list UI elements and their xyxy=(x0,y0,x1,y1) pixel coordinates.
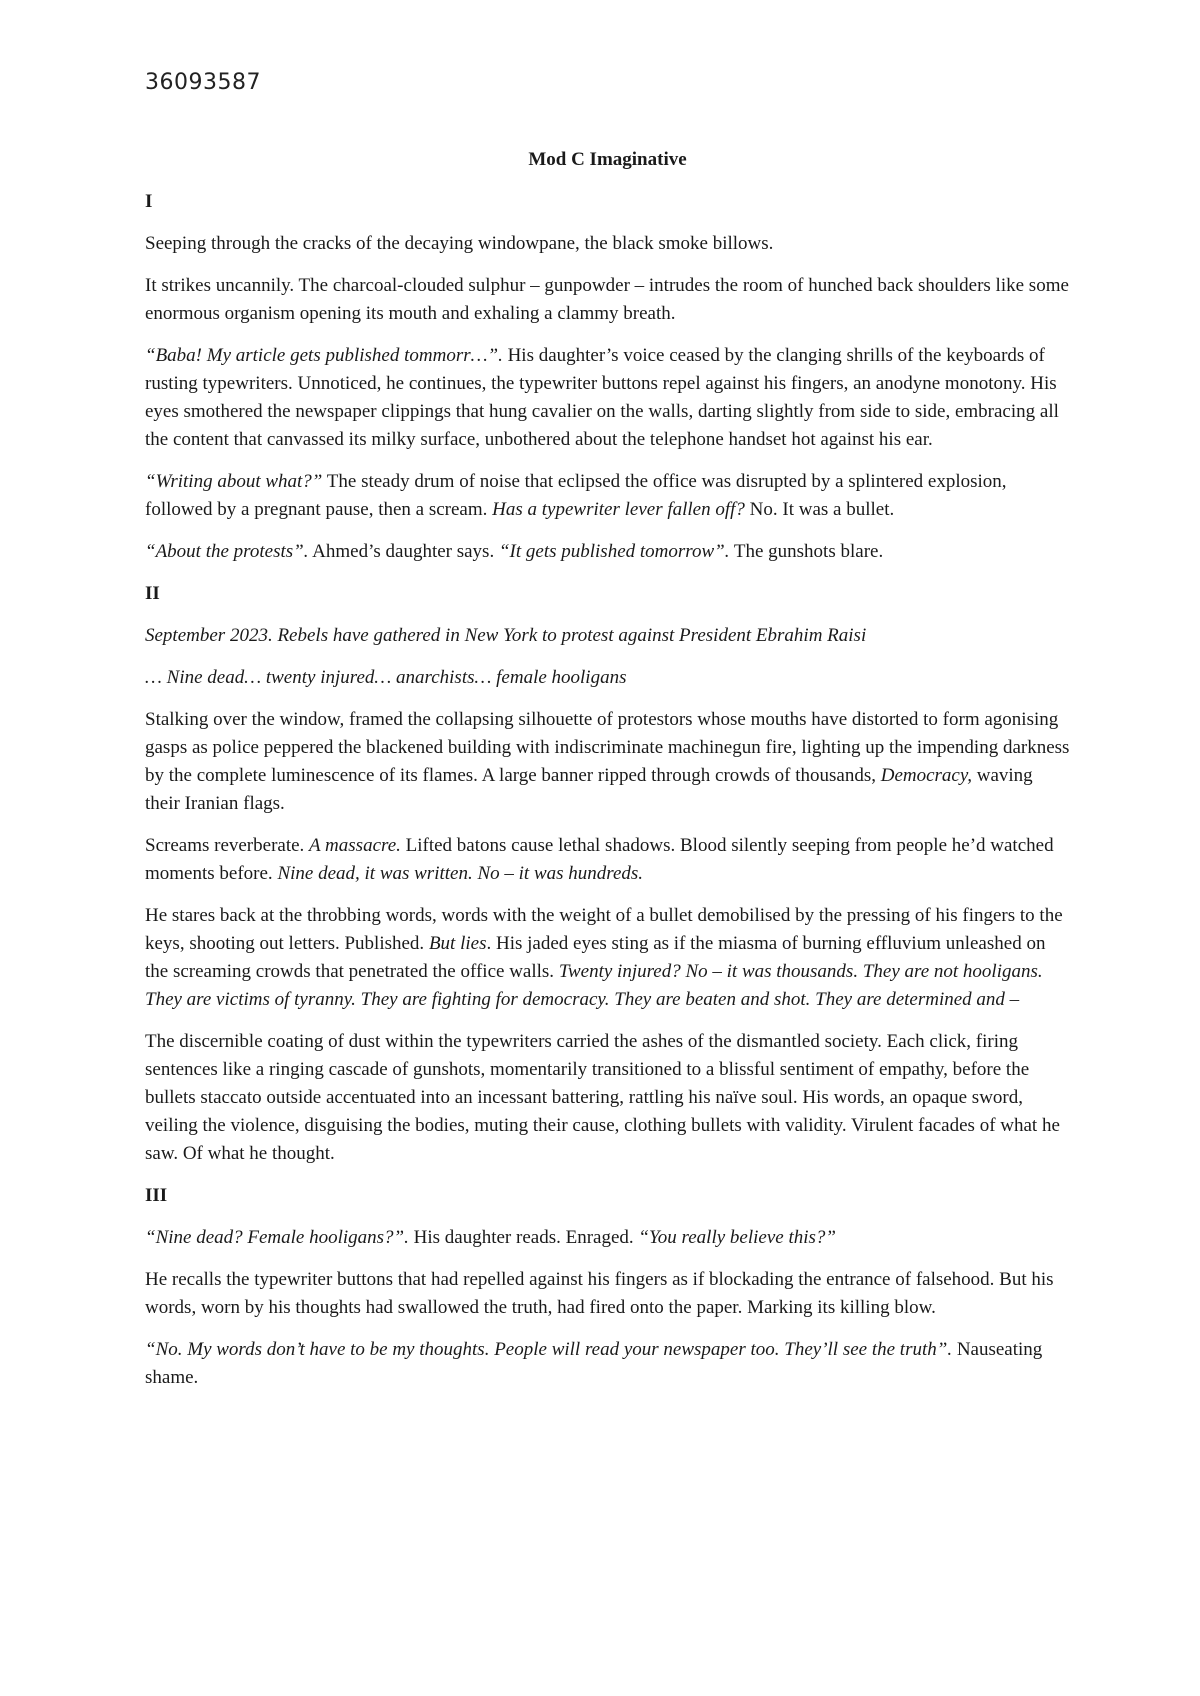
paragraph: The discernible coating of dust within the typewriters carried the ashes of the dismantled society. Each click, firing sentences like a ringing cascade of gunshots, momentarily transitioned to a blissful sentiment of empathy, before the bullets staccato outside accentuated into an incessant battering, rattling his naïve soul. His words, an opaque sword, veiling the violence, disguising the bodies, muting their cause, clothing bullets with validity. Virulent facades of what he saw. Of what he thought. xyxy=(145,1031,1060,1164)
italic-text: But lies xyxy=(428,933,487,954)
paragraph-text: The steady drum of noise that eclipsed the office was disrupted by a splintered explosion, followed by a pregnant pause, then a scream. xyxy=(145,471,1007,520)
paragraph: He recalls the typewriter buttons that had repelled against his fingers as if blockading the entrance of falsehood. But his words, worn by his thoughts had swallowed the truth, had fired onto the paper. Marking its killing blow. xyxy=(145,1269,1054,1318)
italic-quote: “Baba! My article gets published tommorr…”. xyxy=(145,345,503,366)
italic-text: September 2023. Rebels have gathered in New York to protest against President Ebrahim Raisi xyxy=(145,625,867,646)
paragraph xyxy=(145,538,1070,566)
italic-text: … Nine dead… twenty injured… anarchists… female hooligans xyxy=(145,667,627,688)
italic-quote: “About the protests”. xyxy=(145,541,309,562)
paragraph xyxy=(145,468,1070,524)
italic-text: Has a typewriter lever fallen off? xyxy=(492,499,745,520)
paragraph-text: His daughter’s voice ceased by the clanging shrills of the keyboards of rusting typewriters. Unnoticed, he continues, the typewriter buttons repel against his fingers, an anodyne monotony. His eyes smothered the newspaper clippings that hung cavalier on the walls, darting slightly from side to side, embracing all the content that canvassed its milky surface, unbothered about the telephone handset hot against his ear. xyxy=(145,345,1059,450)
paragraph-text: . His jaded eyes sting as if the miasma of burning effluvium unleashed on the screaming crowds that penetrated the office walls. xyxy=(145,933,1046,982)
paragraph xyxy=(145,902,1070,1014)
italic-text: Nine dead, it was written. No – it was hundreds. xyxy=(277,863,644,884)
paragraph xyxy=(145,342,1070,454)
paragraph xyxy=(145,832,1070,888)
italic-quote: “It gets published tomorrow”. xyxy=(498,541,730,562)
section-heading-3: III xyxy=(145,1185,168,1206)
paragraph-text: No. It was a bullet. xyxy=(744,499,895,520)
paragraph-text: Lifted batons cause lethal shadows. Blood silently seeping from people he’d watched moments before. xyxy=(145,835,1054,884)
italic-text: A massacre. xyxy=(309,835,401,856)
paragraph xyxy=(145,664,1070,692)
paragraph xyxy=(145,1336,1070,1392)
paragraph-text: His daughter reads. Enraged. xyxy=(408,1227,639,1248)
italic-text: Democracy, xyxy=(880,765,972,786)
document-title: Mod C Imaginative xyxy=(528,149,687,170)
paragraph-text: Screams reverberate. xyxy=(145,835,310,856)
paragraph: It strikes uncannily. The charcoal-clouded sulphur – gunpowder – intrudes the room of hunched back shoulders like some enormous organism opening its mouth and exhaling a clammy breath. xyxy=(145,275,1069,324)
paragraph-text: Stalking over the window, framed the collapsing silhouette of protestors whose mouths have distorted to form agonising gasps as police peppered the blackened building with indiscriminate machinegun fire, lighting up the impending darkness by the complete luminescence of its flames. A large banner ripped through crowds of thousands, xyxy=(145,709,1070,786)
student-id: 36093587 xyxy=(145,70,261,95)
section-heading-1: I xyxy=(145,191,153,212)
italic-quote: “No. My words don’t have to be my thoughts. People will read your newspaper too. They’ll see the truth”. xyxy=(145,1339,953,1360)
paragraph-text: waving their Iranian flags. xyxy=(145,765,1033,814)
paragraph: Seeping through the cracks of the decaying windowpane, the black smoke billows. xyxy=(145,233,774,254)
paragraph-text: The gunshots blare. xyxy=(729,541,884,562)
italic-quote: “Writing about what?” xyxy=(145,471,323,492)
paragraph xyxy=(145,1224,1070,1252)
paragraph-text: Ahmed’s daughter says. xyxy=(308,541,499,562)
italic-quote: “Nine dead? Female hooligans?”. xyxy=(145,1227,409,1248)
section-heading-2: II xyxy=(145,583,160,604)
italic-quote: “You really believe this?” xyxy=(638,1227,836,1248)
paragraph-text: He stares back at the throbbing words, words with the weight of a bullet demobilised by the pressing of his fingers to the keys, shooting out letters. Published. xyxy=(145,905,1063,954)
document-body xyxy=(145,146,1070,1406)
paragraph xyxy=(145,706,1070,818)
italic-text: Twenty injured? No – it was thousands. They are not hooligans. They are victims of tyranny. They are fighting for democracy. They are beaten and shot. They are determined and – xyxy=(145,961,1043,1010)
paragraph-text: Nauseating shame. xyxy=(145,1339,1043,1388)
paragraph xyxy=(145,622,1070,650)
